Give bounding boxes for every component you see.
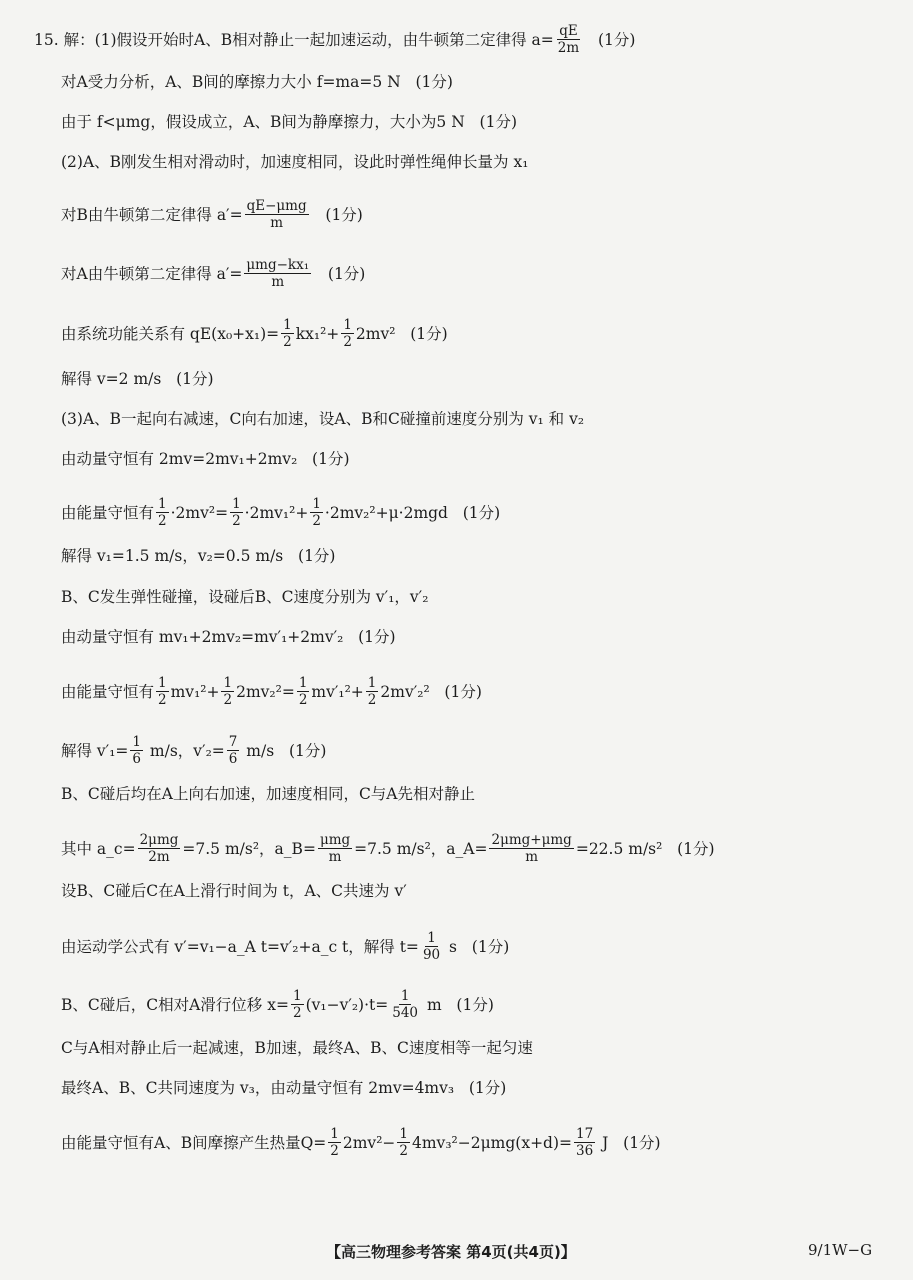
line-text: 15. 解：(1)假设开始时A、B相对静止一起加速运动，由牛顿第二定律得 a= [34,30,554,49]
line-text: 由动量守恒有 mv₁+2mv₂=mv′₁+2mv′₂ (1分) [61,628,396,646]
fraction-denominator: 2 [158,692,167,708]
line-text: 解得 v′₁= [61,741,129,760]
fraction-numerator: 1 [283,317,292,333]
fraction-denominator: 2 [283,334,292,350]
solution-line [61,72,453,92]
solution-line [61,1038,533,1058]
line-text: ·2mv₂²+μ·2mgd (1分) [324,503,501,522]
fraction-numerator: 1 [400,988,410,1004]
solution-line [61,930,509,963]
line-text: =7.5 m/s²，a_B= [182,839,316,858]
line-text: 由于 f<μmg，假设成立，A、B间为静摩擦力，大小为5 N (1分) [61,113,518,131]
fraction-numerator: 1 [298,675,308,691]
line-text: 2mv² (1分) [355,324,448,343]
solution-line [61,988,494,1021]
fraction-denominator: 6 [132,751,141,767]
line-text: 由运动学公式有 v′=v₁−a_A t=v′₂+a_c t，解得 t= [61,937,419,956]
footer-title: 【高三物理参考答案 第4页(共4页)】 [326,1243,576,1261]
line-text: ·2mv₁²+ [244,503,309,522]
fraction [556,23,581,56]
line-text: J (1分) [597,1133,661,1152]
line-text: 由能量守恒有 [61,503,155,522]
line-text: 由能量守恒有 [61,682,155,701]
solution-line [61,546,335,566]
fraction-numerator: 1 [312,496,321,512]
solution-line [61,587,428,607]
fraction-numerator: μmg−kx₁ [246,257,310,273]
fraction-denominator: 2 [330,1143,339,1159]
fraction-denominator: 36 [576,1143,594,1159]
fraction-numerator: 1 [158,675,167,691]
line-text: kx₁²+ [295,324,340,343]
line-text: m/s (1分) [241,741,327,760]
fraction [318,832,352,865]
fraction [489,832,573,865]
fraction-numerator: 1 [367,675,377,691]
fraction-denominator: 2 [343,334,352,350]
fraction [291,988,304,1021]
line-text: 对B由牛顿第二定律得 a′= [61,205,243,224]
solution-line [61,198,363,231]
line-text: 由系统功能关系有 qE(x₀+x₁)= [61,324,280,343]
solution-line [61,112,517,132]
solution-line [61,369,214,389]
fraction [227,734,240,767]
solution-line [61,449,350,469]
footer-code: 9/1W−G [808,1241,873,1259]
fraction-numerator: 1 [399,1126,408,1142]
fraction [156,496,169,529]
solution-line [61,784,475,804]
fraction [341,317,354,350]
solution-line [61,675,482,708]
line-text: m/s，v′₂= [145,741,225,760]
line-text: 2mv₂²= [236,682,295,701]
line-text: 其中 a_c= [61,839,136,858]
fraction-denominator: 2 [312,513,321,529]
line-text: 最终A、B、C共同速度为 v₃，由动量守恒有 2mv=4mv₃ (1分) [61,1079,507,1097]
line-text: 4mv₃²−2μmg(x+d)= [412,1133,573,1152]
solution-line [61,317,448,350]
fraction-denominator: 6 [228,751,238,767]
line-text: 设B、C碰后C在A上滑行时间为 t，A、C共速为 v′ [61,882,407,900]
fraction [130,734,143,767]
fraction [245,198,309,231]
fraction-denominator: 2 [298,692,308,708]
line-text: =7.5 m/s²，a_A= [354,839,488,858]
fraction-numerator: 17 [576,1126,594,1142]
solution-line [61,734,326,767]
fraction-numerator: 2μmg [139,832,179,848]
fraction-denominator: m [525,849,539,865]
fraction-numerator: 2μmg+μmg [491,832,572,848]
fraction-denominator: m [270,215,283,231]
fraction [421,930,442,963]
line-text: 对A由牛顿第二定律得 a′= [61,264,243,283]
fraction-denominator: 540 [392,1005,419,1021]
solution-line [61,409,584,429]
fraction [281,317,294,350]
line-text: m (1分) [422,995,494,1014]
fraction-numerator: qE [559,23,578,39]
fraction-denominator: 2 [399,1143,408,1159]
line-text: (1分) [583,30,636,49]
fraction [310,496,323,529]
fraction-denominator: m [328,849,342,865]
line-text: B、C碰后均在A上向右加速，加速度相同，C与A先相对静止 [61,785,475,803]
line-text: ·2mv²= [170,503,229,522]
fraction-denominator: 2m [557,40,580,56]
fraction-numerator: qE−μmg [246,198,307,214]
solution-line [61,1078,506,1098]
fraction-denominator: 2 [223,692,233,708]
solution-line [61,152,528,172]
line-text: 2mv′₂² (1分) [380,682,482,701]
fraction [366,675,379,708]
line-text: 由动量守恒有 2mv=2mv₁+2mv₂ (1分) [61,450,350,468]
line-text: (v₁−v′₂)·t= [305,995,389,1014]
fraction-denominator: m [271,274,285,290]
fraction-numerator: 1 [343,317,352,333]
fraction-denominator: 2 [367,692,377,708]
line-text: (2)A、B刚发生相对滑动时，加速度相同，设此时弹性绳伸长量为 x₁ [61,153,529,171]
line-text: 由能量守恒有A、B间摩擦产生热量Q= [61,1133,327,1152]
fraction-numerator: 1 [292,988,302,1004]
solution-line [61,1126,661,1159]
line-text: =22.5 m/s² (1分) [575,839,715,858]
fraction-denominator: 2 [292,1005,302,1021]
line-text: mv′₁²+ [311,682,364,701]
fraction-numerator: 1 [427,930,436,946]
fraction-numerator: 7 [228,734,238,750]
line-text: 解得 v=2 m/s (1分) [61,370,214,388]
line-text: B、C发生弹性碰撞，设碰后B、C速度分别为 v′₁，v′₂ [61,588,429,606]
line-text: mv₁²+ [170,682,220,701]
line-text: (3)A、B一起向右减速，C向右加速，设A、B和C碰撞前速度分别为 v₁ 和 v₂ [61,410,585,428]
fraction-denominator: 2m [148,849,170,865]
line-text: 对A受力分析，A、B间的摩擦力大小 f=ma=5 N (1分) [61,73,453,91]
line-text: s (1分) [444,937,510,956]
solution-line [61,832,715,865]
solution-line [61,496,500,529]
fraction-numerator: 1 [132,734,141,750]
fraction-denominator: 90 [422,947,441,963]
fraction-numerator: 1 [232,496,241,512]
fraction [397,1126,410,1159]
fraction [328,1126,341,1159]
solution-line [34,23,635,56]
solution-line [61,257,365,290]
line-text: 解得 v₁=1.5 m/s，v₂=0.5 m/s (1分) [61,547,336,565]
fraction-numerator: 1 [158,496,167,512]
fraction [244,257,311,290]
fraction-numerator: 1 [330,1126,339,1142]
fraction [390,988,420,1021]
solution-line [61,627,396,647]
fraction [574,1126,595,1159]
fraction [230,496,243,529]
line-text: B、C碰后，C相对A滑行位移 x= [61,995,289,1014]
fraction [138,832,181,865]
fraction [156,675,169,708]
line-text: 2mv²− [342,1133,396,1152]
fraction-numerator: μmg [319,832,351,848]
fraction [221,675,234,708]
fraction-denominator: 2 [232,513,241,529]
solution-line [61,881,407,901]
line-text: (1分) [310,205,363,224]
fraction [297,675,310,708]
fraction-denominator: 2 [158,513,167,529]
fraction-numerator: 1 [223,675,233,691]
line-text: (1分) [313,264,366,283]
line-text: C与A相对静止后一起减速，B加速，最终A、B、C速度相等一起匀速 [61,1039,533,1057]
